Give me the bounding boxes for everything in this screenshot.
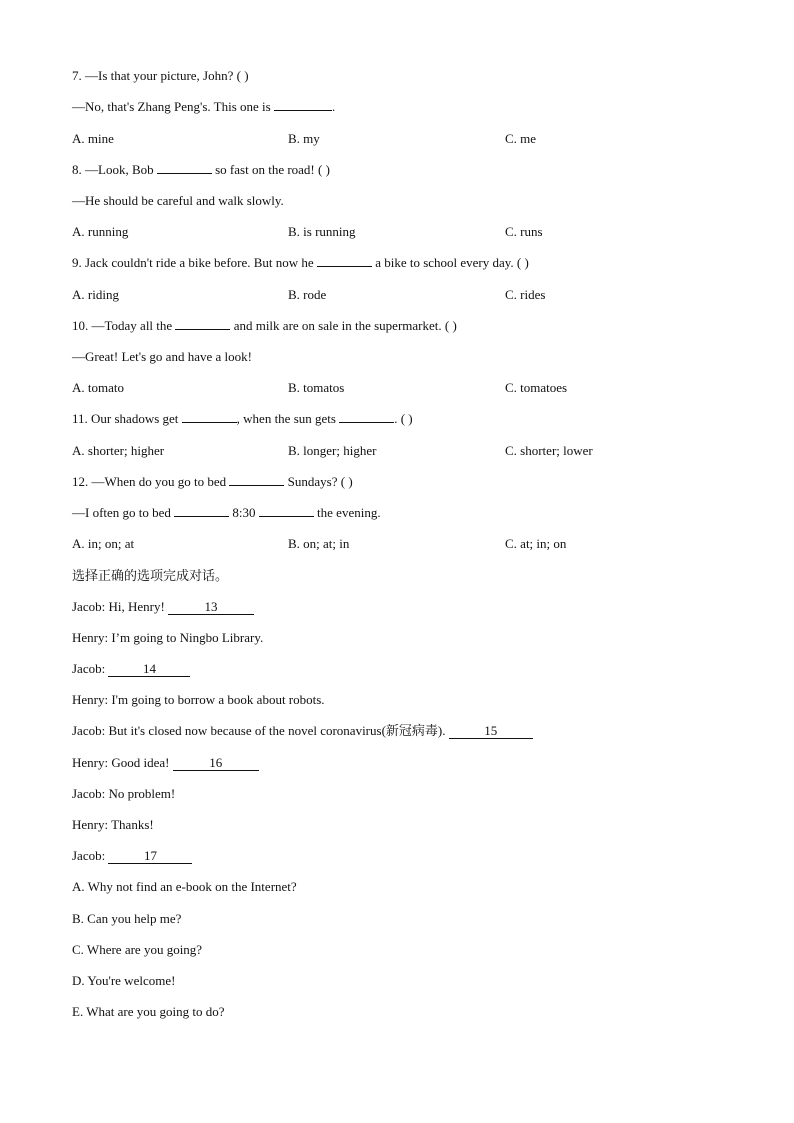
question-10-option-c: C. tomatoes	[505, 380, 568, 395]
question-10-reply: —Great! Let's go and have a look!	[72, 349, 252, 364]
question-7-option-a: A. mine	[72, 131, 114, 146]
question-8-stem-end: so fast on the road! ( )	[211, 162, 330, 177]
dialogue-speaker-text: Jacob: Hi, Henry!	[72, 599, 169, 614]
question-9-option-b: B. rode	[288, 287, 327, 302]
dialogue-line	[72, 660, 190, 678]
dialogue-speaker-text: Henry: Good idea!	[72, 755, 173, 770]
question-11-stem-mid: , when the sun gets	[236, 411, 340, 426]
answer-blank	[157, 161, 212, 174]
question-10-stem-end: and milk are on sale in the supermarket. ( )	[230, 318, 457, 333]
question-7-reply-text: —No, that's Zhang Peng's. This one is	[72, 99, 274, 114]
question-12-reply-end: the evening.	[313, 505, 381, 520]
question-11-option-a: A. shorter; higher	[72, 443, 165, 458]
question-11-option-c: C. shorter; lower	[505, 443, 593, 458]
dialogue-line	[72, 598, 254, 616]
question-8-stem-start: 8. —Look, Bob	[72, 162, 157, 177]
question-7-stem: 7. —Is that your picture, John? ( )	[72, 68, 249, 83]
answer-blank	[274, 98, 332, 111]
dialogue-blank-14: 14	[108, 662, 190, 677]
question-8-stem	[72, 161, 330, 179]
dialogue-instruction: 选择正确的选项完成对话。	[72, 568, 229, 583]
question-10-option-a: A. tomato	[72, 380, 124, 395]
question-12-reply	[72, 504, 381, 522]
dialogue-speaker-text: Jacob:	[72, 661, 109, 676]
dialogue-speaker-text: Jacob: But it's closed now because of the novel coronavirus(新冠病毒).	[72, 723, 449, 738]
answer-blank	[259, 504, 314, 517]
question-8-option-c: C. runs	[505, 224, 543, 239]
dialogue-line	[72, 754, 259, 772]
dialogue-choice-c: C. Where are you going?	[72, 942, 203, 957]
dialogue-line: Henry: I’m going to Ningbo Library.	[72, 630, 264, 645]
question-9-option-a: A. riding	[72, 287, 119, 302]
dialogue-line	[72, 722, 533, 740]
question-10-stem	[72, 317, 457, 335]
answer-blank	[229, 473, 284, 486]
dialogue-line: Henry: Thanks!	[72, 817, 154, 832]
question-7-reply-end: .	[331, 99, 336, 114]
question-11-stem-end: . ( )	[394, 411, 413, 426]
question-8-reply: —He should be careful and walk slowly.	[72, 193, 284, 208]
question-9-option-c: C. rides	[505, 287, 546, 302]
question-11-stem	[72, 410, 413, 428]
dialogue-line: Henry: I'm going to borrow a book about robots.	[72, 692, 325, 707]
question-7-option-c: C. me	[505, 131, 537, 146]
question-12-stem-start: 12. —When do you go to bed	[72, 474, 230, 489]
question-7-reply	[72, 98, 335, 116]
question-12-stem-end: Sundays? ( )	[284, 474, 353, 489]
dialogue-choice-e: E. What are you going to do?	[72, 1004, 225, 1019]
question-10-stem-start: 10. —Today all the	[72, 318, 176, 333]
question-12-reply-mid: 8:30	[229, 505, 259, 520]
question-10-option-b: B. tomatos	[288, 380, 345, 395]
dialogue-speaker-text: Jacob:	[72, 848, 109, 863]
dialogue-blank-13: 13	[168, 600, 254, 615]
question-9-stem-start: 9. Jack couldn't ride a bike before. But now he	[72, 255, 317, 270]
dialogue-blank-17: 17	[108, 849, 192, 864]
question-8-option-b: B. is running	[288, 224, 356, 239]
dialogue-line: Jacob: No problem!	[72, 786, 176, 801]
question-12-option-a: A. in; on; at	[72, 536, 135, 551]
answer-blank	[317, 254, 372, 267]
question-7-option-b: B. my	[288, 131, 320, 146]
question-12-reply-start: —I often go to bed	[72, 505, 175, 520]
question-8-option-a: A. running	[72, 224, 129, 239]
question-11-stem-start: 11. Our shadows get	[72, 411, 182, 426]
question-12-stem	[72, 473, 353, 491]
dialogue-choice-d: D. You're welcome!	[72, 973, 176, 988]
dialogue-blank-16: 16	[173, 756, 259, 771]
dialogue-line	[72, 847, 192, 865]
question-12-option-b: B. on; at; in	[288, 536, 350, 551]
answer-blank	[175, 317, 230, 330]
answer-blank	[182, 410, 237, 423]
answer-blank	[174, 504, 229, 517]
question-9-stem-end: a bike to school every day. ( )	[371, 255, 529, 270]
question-12-option-c: C. at; in; on	[505, 536, 567, 551]
answer-blank	[339, 410, 394, 423]
dialogue-blank-15: 15	[449, 724, 533, 739]
question-11-option-b: B. longer; higher	[288, 443, 377, 458]
dialogue-choice-a: A. Why not find an e-book on the Internet?	[72, 879, 297, 894]
question-9-stem	[72, 254, 529, 272]
dialogue-choice-b: B. Can you help me?	[72, 911, 182, 926]
